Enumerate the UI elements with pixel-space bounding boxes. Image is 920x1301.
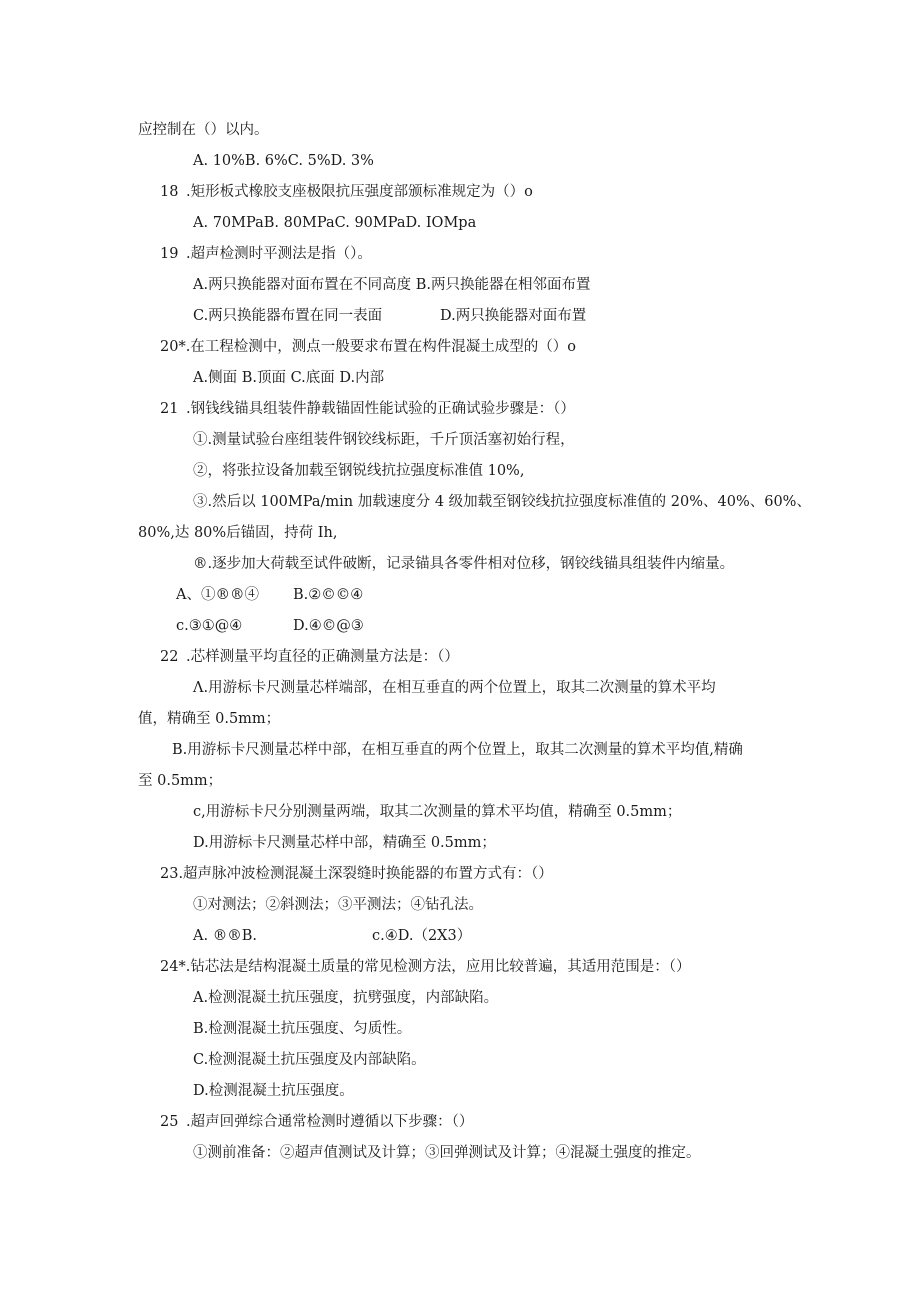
- q19-number: 19: [160, 246, 179, 262]
- q17-continuation: 应控制在（）以内。: [138, 122, 269, 138]
- q21-question: [160, 399, 575, 419]
- q24-option-c: C.检测混凝土抗压强度及内部缺陷。: [193, 1052, 426, 1068]
- q19-option-c: C.两只换能器布置在同一表面: [193, 308, 383, 324]
- q18-number: 18: [160, 184, 179, 200]
- q21-step-1: ①.测量试验台座组装件钢铰线标距，千斤顶活塞初始行程，: [193, 432, 575, 448]
- q25-question: [160, 1112, 473, 1132]
- q25-text: .超声回弹综合通常检测时遵循以下步骤：（）: [186, 1114, 474, 1130]
- q19-question: [160, 244, 372, 264]
- q24-option-d: D.检测混凝土抗压强度。: [193, 1083, 354, 1099]
- q22-option-c: c,用游标卡尺分别测量两端，取其二次测量的算术平均值，精确至 0.5mm；: [193, 804, 682, 820]
- q22-question: [160, 647, 459, 667]
- q19-text: .超声检测时平测法是指（）。: [186, 246, 372, 262]
- q22-option-d: D.用游标卡尺测量芯样中部，精确至 0.5mm；: [193, 835, 496, 851]
- q22-option-a-cont: 值，精确至 0.5mm；: [138, 711, 281, 727]
- q21-option-a: A、①®®④: [176, 587, 259, 603]
- q24-option-a: A.检测混凝土抗压强度，抗劈强度，内部缺陷。: [193, 990, 499, 1006]
- q18-question: [160, 182, 533, 202]
- q21-step-2: ②，将张拉设备加载至钢锐线抗拉强度标准值 10%,: [193, 463, 525, 479]
- q25-steps: ①测前准备：②超声值测试及计算；③回弹测试及计算；④混凝土强度的推定。: [193, 1145, 701, 1161]
- q24-question: 24*.钻芯法是结构混凝土质量的常见检测方法，应用比较普遍，其适用范围是：（）: [160, 959, 691, 975]
- q22-option-b-cont: 至 0.5mm；: [138, 773, 223, 789]
- q21-step-3: ③.然后以 100MPa/min 加载速度分 4 级加载至钢铰线抗拉强度标准值的 20%、40%、60%、: [193, 494, 811, 510]
- q19-options-ab: A.两只换能器对面布置在不同高度 B.两只换能器在相邻面布置: [193, 277, 591, 293]
- q21-option-b: B.②©©④: [293, 587, 364, 603]
- q21-option-c: c.③①@④: [176, 618, 243, 634]
- q22-option-b: B.用游标卡尺测量芯样中部，在相互垂直的两个位置上，取其二次测量的算术平均值,精确: [172, 742, 743, 758]
- q25-number: 25: [160, 1114, 179, 1130]
- q20-question: 20*.在工程检测中，测点一般要求布置在构件混凝土成型的（）o: [160, 339, 577, 355]
- q21-step-3-cont: 80%,达 80%后锚固，持荷 Ih,: [138, 525, 338, 541]
- q18-options: A. 70MPaB. 80MPaC. 90MPaD. IOMpa: [193, 215, 477, 231]
- q17-options: A. 10%B. 6%C. 5%D. 3%: [193, 153, 374, 169]
- q22-text: .芯样测量平均直径的正确测量方法是：（）: [186, 649, 459, 665]
- q24-option-b: B.检测混凝土抗压强度、匀质性。: [193, 1021, 412, 1037]
- q20-options: A.侧面 B.顶面 C.底面 D.内部: [193, 370, 385, 386]
- q22-number: 22: [160, 649, 179, 665]
- q18-text: .矩形板式橡胶支座极限抗压强度部颁标准规定为（）o: [186, 184, 533, 200]
- q23-options-ab: A. ®®B.: [193, 928, 257, 944]
- q23-methods: ①对测法；②斜测法；③平测法；④钻孔法。: [193, 897, 483, 913]
- q21-number: 21: [160, 401, 179, 417]
- q23-question: 23.超声脉冲波检测混凝土深裂缝时换能器的布置方式有：（）: [160, 866, 553, 882]
- q23-options-cd: c.④D.（2X3）: [372, 928, 472, 944]
- q21-text: .钢钱线锚具组装件静载锚固性能试验的正确试验步骤是：（）: [186, 401, 575, 417]
- q19-option-d: D.两只换能器对面布置: [440, 308, 587, 324]
- q21-option-d: D.④©@③: [293, 618, 364, 634]
- q22-option-a: Λ.用游标卡尺测量芯样端部，在相互垂直的两个位置上，取其二次测量的算术平均: [193, 680, 716, 696]
- q21-step-4: ®.逐步加大荷载至试件破断，记录锚具各零件相对位移，钢铰线锚具组装件内缩量。: [193, 556, 735, 572]
